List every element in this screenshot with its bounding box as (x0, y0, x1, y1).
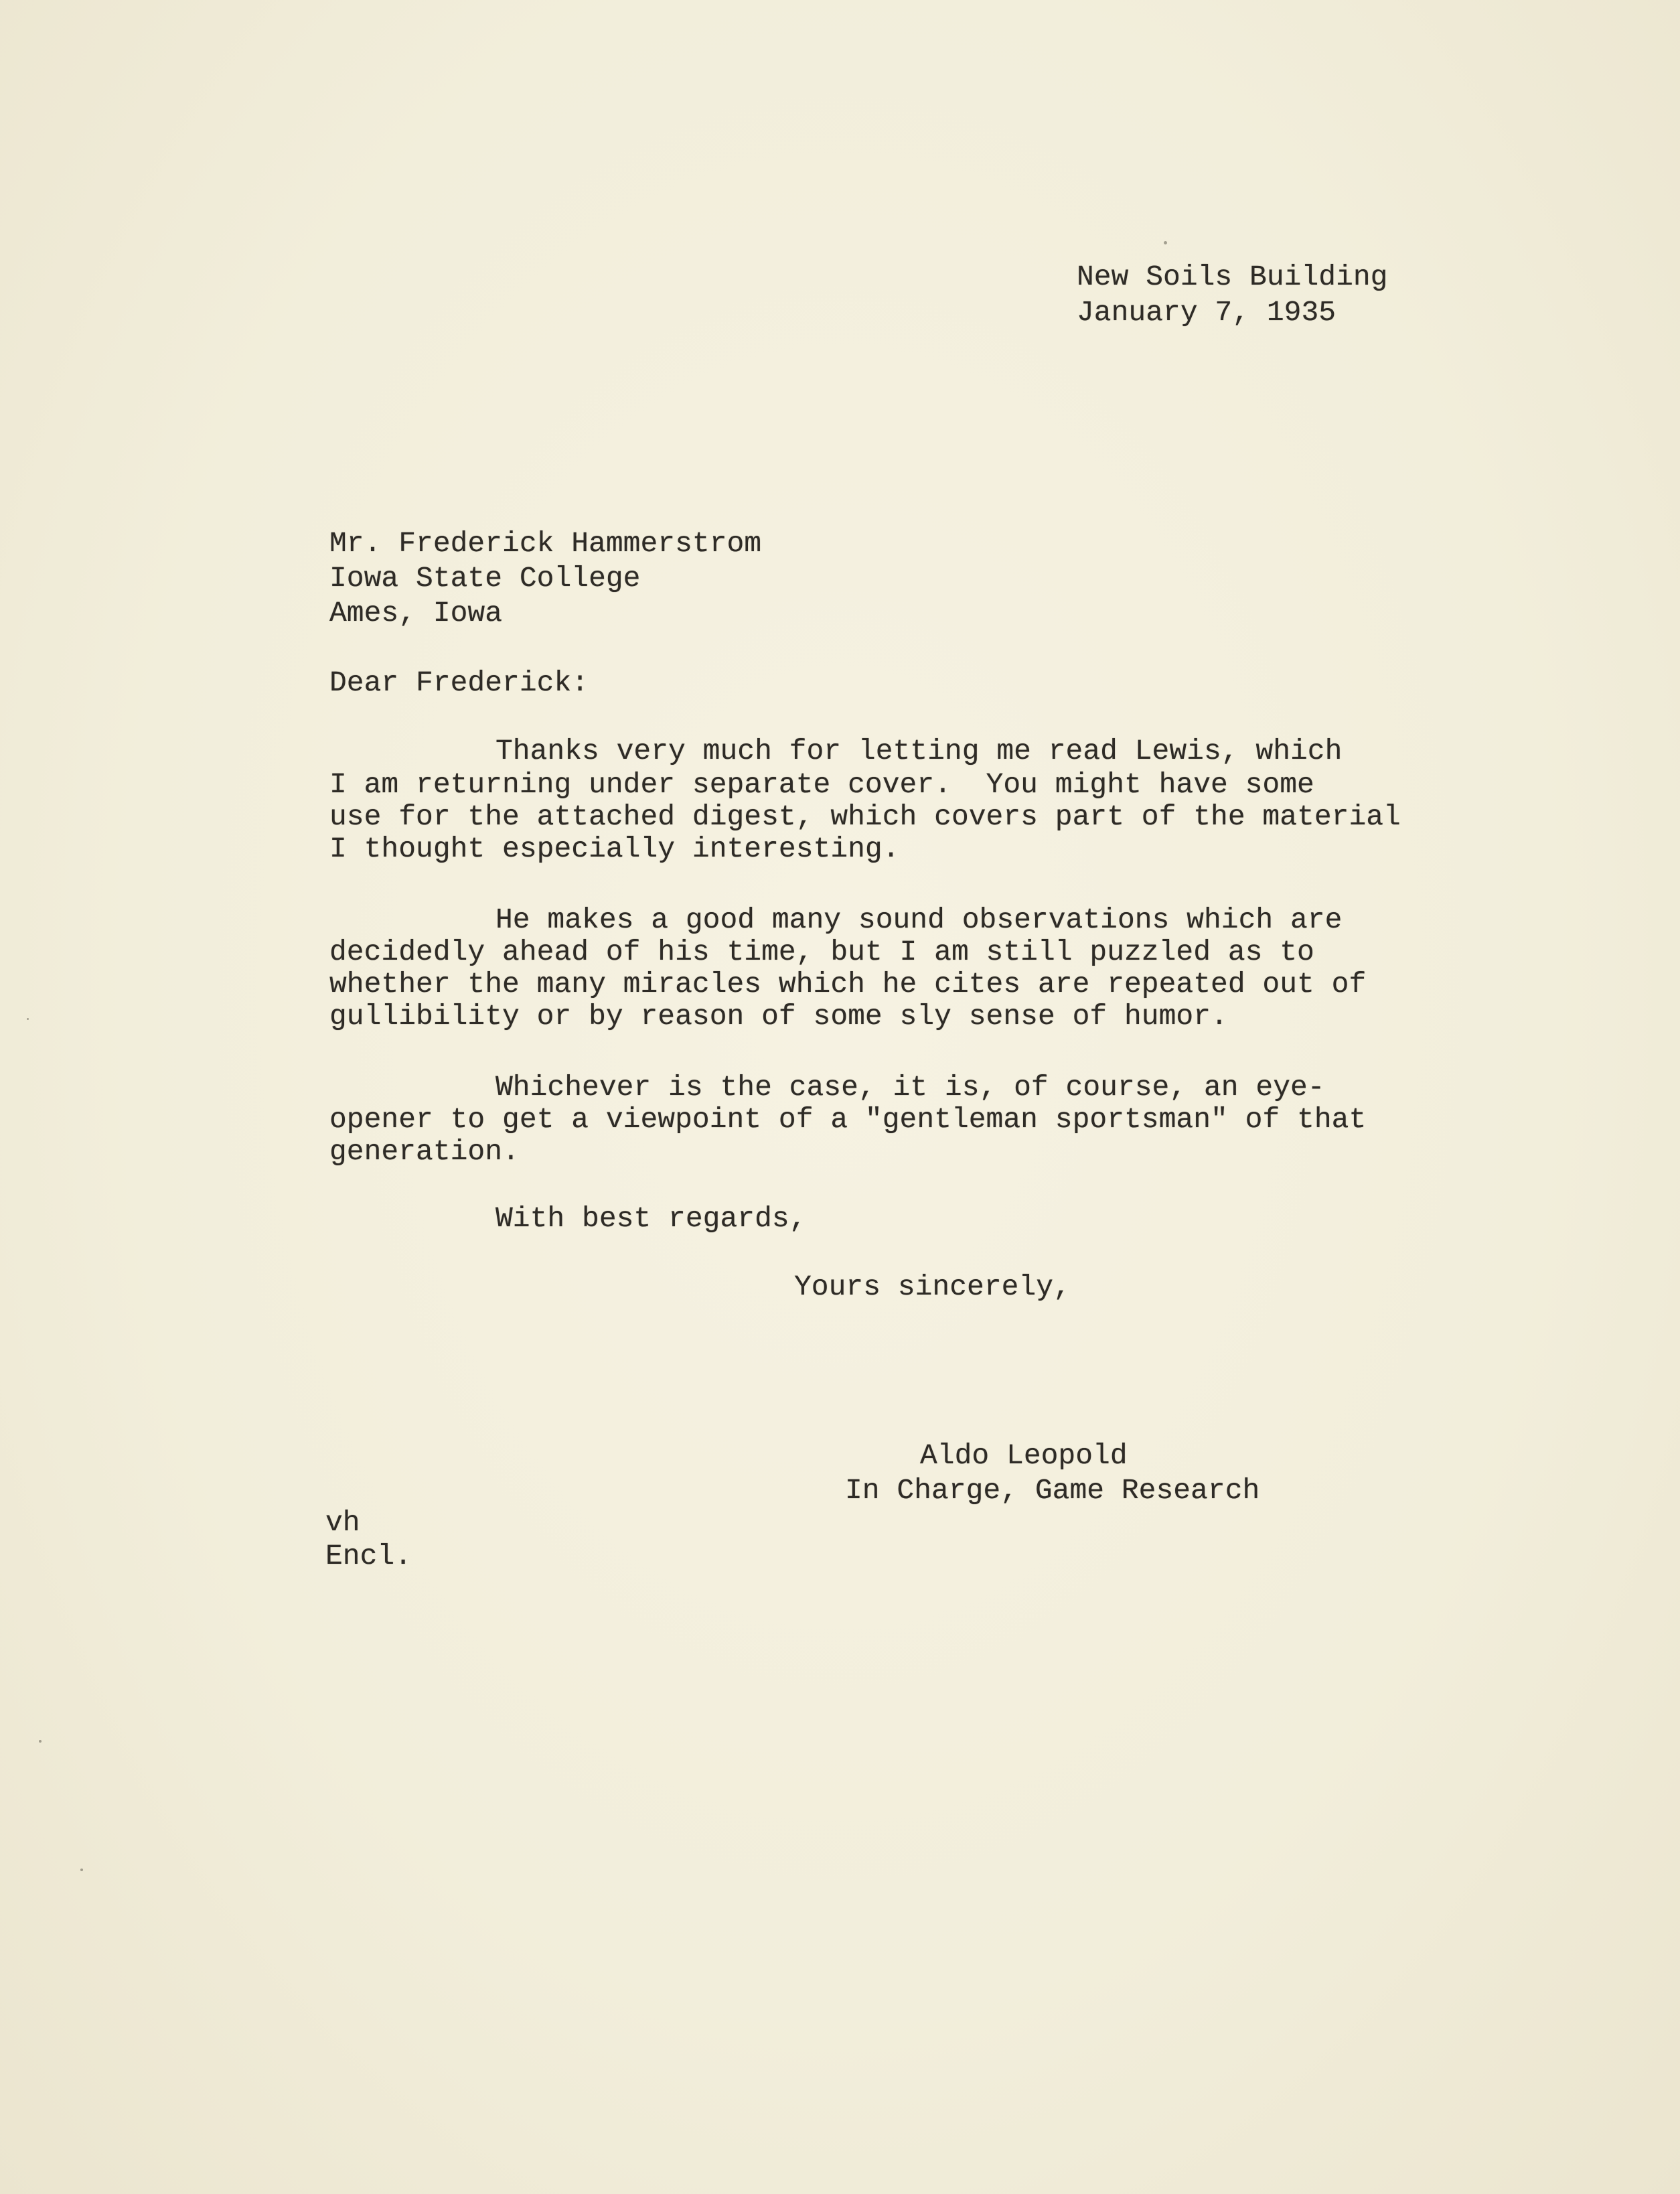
paragraph-line: gullibility or by reason of some sly sense of humor. (329, 1000, 1228, 1033)
paragraph-line: opener to get a viewpoint of a "gentleman sportsman" of that (329, 1103, 1367, 1136)
salutation: Dear Frederick: (329, 666, 589, 699)
recipient-name: Mr. Frederick Hammerstrom (329, 527, 762, 560)
paragraph-line: use for the attached digest, which covers part of the material (329, 800, 1401, 833)
paragraph-line: I thought especially interesting. (329, 832, 900, 865)
typist-initials: vh (325, 1506, 360, 1539)
enclosure-notation: Encl. (325, 1540, 412, 1573)
paragraph-line: whether the many miracles which he cites are repeated out of (329, 968, 1367, 1001)
regards: With best regards, (495, 1202, 807, 1235)
recipient-city: Ames, Iowa (329, 597, 503, 630)
paragraph-line: Thanks very much for letting me read Lewis, which (495, 735, 1343, 767)
paper-speck (80, 1869, 83, 1871)
paragraph-line: generation. (329, 1135, 520, 1168)
heading-location: New Soils Building (1077, 261, 1388, 293)
paragraph-line: I am returning under separate cover. You might have some (329, 768, 1314, 801)
paragraph-line: decidedly ahead of his time, but I am still puzzled as to (329, 936, 1314, 968)
signature-name: Aldo Leopold (920, 1439, 1128, 1472)
closing: Yours sincerely, (794, 1270, 1071, 1303)
signature-title: In Charge, Game Research (845, 1474, 1260, 1507)
heading-date: January 7, 1935 (1077, 296, 1337, 329)
paper-speck (1164, 241, 1167, 244)
paragraph-line: He makes a good many sound observations which are (495, 903, 1343, 936)
paper-speck (27, 1018, 29, 1020)
paper-speck (39, 1740, 42, 1743)
recipient-institution: Iowa State College (329, 562, 641, 595)
paragraph-line: Whichever is the case, it is, of course, an eye- (495, 1071, 1325, 1104)
